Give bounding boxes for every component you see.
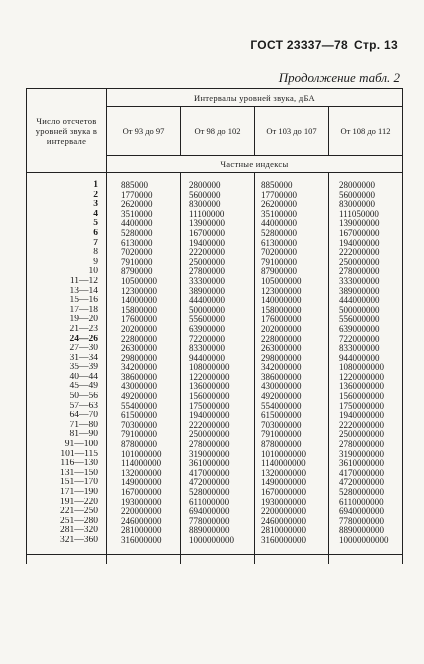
count-cell: 10	[27, 267, 107, 277]
index-value-cell: 17700000	[255, 191, 329, 201]
count-cell: 31—34	[27, 354, 107, 364]
index-value-cell: 101000000	[107, 450, 181, 460]
table-row	[27, 335, 403, 345]
rule-cell	[329, 554, 403, 564]
index-value-cell: 791000000	[255, 430, 329, 440]
table-row	[27, 536, 403, 554]
index-value-cell: 167000000	[107, 488, 181, 498]
index-value-cell: 4400000	[107, 219, 181, 229]
table-body	[27, 173, 403, 565]
index-value-cell: 70300000	[107, 421, 181, 431]
index-value-cell: 554000000	[255, 402, 329, 412]
count-cell: 50—56	[27, 392, 107, 402]
index-value-cell: 222000000	[181, 421, 255, 431]
index-value-cell: 105000000	[255, 277, 329, 287]
index-value-cell: 38600000	[107, 373, 181, 383]
index-value-cell: 316000000	[107, 536, 181, 554]
index-value-cell: 333000000	[329, 277, 403, 287]
index-value-cell: 1940000000	[329, 411, 403, 421]
index-value-cell: 52800000	[255, 229, 329, 239]
page-number: Стр. 13	[354, 38, 398, 52]
index-value-cell: 132000000	[107, 469, 181, 479]
index-value-cell: 246000000	[107, 517, 181, 527]
count-cell: 281—320	[27, 526, 107, 536]
index-value-cell: 222000000	[329, 248, 403, 258]
index-value-cell: 556000000	[329, 315, 403, 325]
rule-cell	[181, 554, 255, 564]
table-row	[27, 173, 403, 191]
index-value-cell: 615000000	[255, 411, 329, 421]
index-value-cell: 722000000	[329, 335, 403, 345]
table-row	[27, 258, 403, 268]
index-value-cell: 94400000	[181, 354, 255, 364]
index-value-cell: 158000000	[255, 306, 329, 316]
index-value-cell: 528000000	[181, 488, 255, 498]
table-row	[27, 267, 403, 277]
count-cell: 131—150	[27, 469, 107, 479]
index-value-cell: 4720000000	[329, 478, 403, 488]
count-cell: 2	[27, 191, 107, 201]
index-value-cell: 79100000	[255, 258, 329, 268]
index-value-cell: 611000000	[181, 498, 255, 508]
index-value-cell: 29800000	[107, 354, 181, 364]
index-value-cell: 33300000	[181, 277, 255, 287]
table-row	[27, 191, 403, 201]
count-cell: 4	[27, 210, 107, 220]
table-row	[27, 507, 403, 517]
index-value-cell: 19400000	[181, 239, 255, 249]
page-header	[250, 38, 398, 52]
index-value-cell: 389000000	[329, 287, 403, 297]
index-value-cell: 430000000	[255, 382, 329, 392]
count-cell: 221—250	[27, 507, 107, 517]
index-value-cell: 149000000	[107, 478, 181, 488]
index-value-cell: 2780000000	[329, 440, 403, 450]
index-value-cell: 72200000	[181, 335, 255, 345]
table-row	[27, 239, 403, 249]
count-cell: 251—280	[27, 517, 107, 527]
index-value-cell: 1220000000	[329, 373, 403, 383]
table-row	[27, 526, 403, 536]
count-cell: 45—49	[27, 382, 107, 392]
index-value-cell: 55600000	[181, 315, 255, 325]
index-value-cell: 278000000	[329, 267, 403, 277]
table-row	[27, 459, 403, 469]
index-value-cell: 2620000	[107, 200, 181, 210]
range-header-108-112: От 108 до 112	[329, 107, 403, 156]
index-value-cell: 703000000	[255, 421, 329, 431]
index-value-cell: 15800000	[107, 306, 181, 316]
index-value-cell: 500000000	[329, 306, 403, 316]
index-value-cell: 12300000	[107, 287, 181, 297]
index-value-cell: 56000000	[329, 191, 403, 201]
index-value-cell: 250000000	[181, 430, 255, 440]
interval-group-header: Интервалы уровней звука, дБА	[107, 89, 403, 107]
index-value-cell: 25000000	[181, 258, 255, 268]
index-value-cell: 22800000	[107, 335, 181, 345]
index-value-cell: 1490000000	[255, 478, 329, 488]
index-value-cell: 1320000000	[255, 469, 329, 479]
index-value-cell: 11100000	[181, 210, 255, 220]
table-row	[27, 440, 403, 450]
index-value-cell: 281000000	[107, 526, 181, 536]
table-row	[27, 344, 403, 354]
table-row	[27, 229, 403, 239]
table-row	[27, 498, 403, 508]
table-row	[27, 450, 403, 460]
count-cell: 24—26	[27, 335, 107, 345]
index-value-cell: 167000000	[329, 229, 403, 239]
table-row	[27, 517, 403, 527]
index-value-cell: 639000000	[329, 325, 403, 335]
table-row	[27, 325, 403, 335]
table-caption: Продолжение табл. 2	[278, 70, 400, 85]
index-value-cell: 63900000	[181, 325, 255, 335]
table-row	[27, 287, 403, 297]
range-header-93-97: От 93 до 97	[107, 107, 181, 156]
count-cell: 1	[27, 173, 107, 191]
index-value-cell: 20200000	[107, 325, 181, 335]
index-value-cell: 202000000	[255, 325, 329, 335]
count-cell: 191—220	[27, 498, 107, 508]
index-value-cell: 889000000	[181, 526, 255, 536]
index-value-cell: 61300000	[255, 239, 329, 249]
count-cell: 321—360	[27, 536, 107, 554]
index-value-cell: 1750000000	[329, 402, 403, 412]
index-value-cell: 14000000	[107, 296, 181, 306]
count-cell: 27—30	[27, 344, 107, 354]
count-cell: 64—70	[27, 411, 107, 421]
index-value-cell: 386000000	[255, 373, 329, 383]
index-value-cell: 83300000	[181, 344, 255, 354]
index-value-cell: 1560000000	[329, 392, 403, 402]
index-value-cell: 55400000	[107, 402, 181, 412]
index-value-cell: 10500000	[107, 277, 181, 287]
index-value-cell: 7910000	[107, 258, 181, 268]
index-value-cell: 885000	[107, 173, 181, 191]
count-cell: 13—14	[27, 287, 107, 297]
index-value-cell: 49200000	[107, 392, 181, 402]
index-value-cell: 175000000	[181, 402, 255, 412]
index-value-cell: 878000000	[255, 440, 329, 450]
table-row	[27, 315, 403, 325]
index-value-cell: 263000000	[255, 344, 329, 354]
index-value-cell: 140000000	[255, 296, 329, 306]
index-value-cell: 50000000	[181, 306, 255, 316]
count-cell: 7	[27, 239, 107, 249]
index-value-cell: 108000000	[181, 363, 255, 373]
index-value-cell: 26300000	[107, 344, 181, 354]
count-cell: 3	[27, 200, 107, 210]
table-row	[27, 219, 403, 229]
index-value-cell: 70200000	[255, 248, 329, 258]
table-row	[27, 382, 403, 392]
index-value-cell: 38900000	[181, 287, 255, 297]
count-cell: 8	[27, 248, 107, 258]
index-value-cell: 193000000	[107, 498, 181, 508]
standard-number: ГОСТ 23337—78	[250, 38, 348, 52]
table-row	[27, 469, 403, 479]
index-value-cell: 778000000	[181, 517, 255, 527]
index-value-cell: 194000000	[181, 411, 255, 421]
rule-cell	[255, 554, 329, 564]
index-value-cell: 176000000	[255, 315, 329, 325]
index-value-cell: 8790000	[107, 267, 181, 277]
index-value-cell: 6110000000	[329, 498, 403, 508]
index-value-cell: 319000000	[181, 450, 255, 460]
table-row	[27, 296, 403, 306]
index-value-cell: 228000000	[255, 335, 329, 345]
index-value-cell: 87800000	[107, 440, 181, 450]
index-value-cell: 3160000000	[255, 536, 329, 554]
count-cell: 11—12	[27, 277, 107, 287]
index-value-cell: 136000000	[181, 382, 255, 392]
index-value-cell: 5280000000	[329, 488, 403, 498]
index-value-cell: 3190000000	[329, 450, 403, 460]
sound-level-index-table	[26, 88, 403, 564]
index-value-cell: 5280000	[107, 229, 181, 239]
table-row	[27, 363, 403, 373]
partial-index-header: Частные индексы	[107, 156, 403, 173]
table-row	[27, 402, 403, 412]
index-value-cell: 27800000	[181, 267, 255, 277]
table-row	[27, 248, 403, 258]
index-value-cell: 2800000	[181, 173, 255, 191]
count-cell: 17—18	[27, 306, 107, 316]
index-value-cell: 1000000000	[181, 536, 255, 554]
table-row	[27, 373, 403, 383]
index-value-cell: 10000000000	[329, 536, 403, 554]
table-row	[27, 488, 403, 498]
count-cell: 15—16	[27, 296, 107, 306]
index-value-cell: 83000000	[329, 200, 403, 210]
index-value-cell: 2500000000	[329, 430, 403, 440]
index-value-cell: 43000000	[107, 382, 181, 392]
count-cell: 91—100	[27, 440, 107, 450]
index-value-cell: 35100000	[255, 210, 329, 220]
count-cell: 57—63	[27, 402, 107, 412]
index-value-cell: 492000000	[255, 392, 329, 402]
count-cell: 81—90	[27, 430, 107, 440]
index-value-cell: 278000000	[181, 440, 255, 450]
index-value-cell: 7020000	[107, 248, 181, 258]
index-value-cell: 13900000	[181, 219, 255, 229]
index-value-cell: 298000000	[255, 354, 329, 364]
index-value-cell: 220000000	[107, 507, 181, 517]
index-value-cell: 361000000	[181, 459, 255, 469]
index-value-cell: 61500000	[107, 411, 181, 421]
count-cell: 116—130	[27, 459, 107, 469]
index-value-cell: 22200000	[181, 248, 255, 258]
rule-cell	[107, 554, 181, 564]
index-value-cell: 1010000000	[255, 450, 329, 460]
index-value-cell: 114000000	[107, 459, 181, 469]
index-value-cell: 26200000	[255, 200, 329, 210]
index-value-cell: 123000000	[255, 287, 329, 297]
index-value-cell: 1670000000	[255, 488, 329, 498]
index-value-cell: 1080000000	[329, 363, 403, 373]
index-value-cell: 444000000	[329, 296, 403, 306]
index-value-cell: 17600000	[107, 315, 181, 325]
index-value-cell: 3510000	[107, 210, 181, 220]
index-value-cell: 8850000	[255, 173, 329, 191]
index-value-cell: 1930000000	[255, 498, 329, 508]
count-cell: 40—44	[27, 373, 107, 383]
index-value-cell: 3610000000	[329, 459, 403, 469]
index-value-cell: 417000000	[181, 469, 255, 479]
count-cell: 171—190	[27, 488, 107, 498]
count-cell: 35—39	[27, 363, 107, 373]
table-row	[27, 200, 403, 210]
index-value-cell: 44000000	[255, 219, 329, 229]
index-value-cell: 2220000000	[329, 421, 403, 431]
count-cell: 101—115	[27, 450, 107, 460]
count-cell: 151—170	[27, 478, 107, 488]
index-value-cell: 194000000	[329, 239, 403, 249]
table-row	[27, 277, 403, 287]
index-value-cell: 7780000000	[329, 517, 403, 527]
count-cell: 19—20	[27, 315, 107, 325]
index-value-cell: 250000000	[329, 258, 403, 268]
table-row	[27, 306, 403, 316]
index-value-cell: 4170000000	[329, 469, 403, 479]
table-row	[27, 354, 403, 364]
index-value-cell: 156000000	[181, 392, 255, 402]
index-value-cell: 44400000	[181, 296, 255, 306]
count-cell: 9	[27, 258, 107, 268]
index-value-cell: 472000000	[181, 478, 255, 488]
index-value-cell: 79100000	[107, 430, 181, 440]
table-row	[27, 430, 403, 440]
count-cell: 6	[27, 229, 107, 239]
rule-cell	[27, 554, 107, 564]
index-value-cell: 2200000000	[255, 507, 329, 517]
count-cell: 21—23	[27, 325, 107, 335]
index-value-cell: 944000000	[329, 354, 403, 364]
index-value-cell: 34200000	[107, 363, 181, 373]
index-value-cell: 2460000000	[255, 517, 329, 527]
index-value-cell: 694000000	[181, 507, 255, 517]
index-value-cell: 1140000000	[255, 459, 329, 469]
index-value-cell: 122000000	[181, 373, 255, 383]
index-value-cell: 111050000	[329, 210, 403, 220]
index-value-cell: 8890000000	[329, 526, 403, 536]
count-cell: 71—80	[27, 421, 107, 431]
table-row	[27, 210, 403, 220]
index-value-cell: 342000000	[255, 363, 329, 373]
index-value-cell: 6940000000	[329, 507, 403, 517]
range-header-98-102: От 98 до 102	[181, 107, 255, 156]
range-header-103-107: От 103 до 107	[255, 107, 329, 156]
table-row	[27, 421, 403, 431]
table-row	[27, 392, 403, 402]
index-value-cell: 8300000	[181, 200, 255, 210]
index-value-cell: 16700000	[181, 229, 255, 239]
count-column-header: Число отсчетов уровней звука в интервале	[27, 89, 107, 173]
index-value-cell: 6130000	[107, 239, 181, 249]
table-row	[27, 411, 403, 421]
index-value-cell: 1360000000	[329, 382, 403, 392]
index-value-cell: 87900000	[255, 267, 329, 277]
index-value-cell: 2810000000	[255, 526, 329, 536]
index-value-cell: 139000000	[329, 219, 403, 229]
index-value-cell: 833000000	[329, 344, 403, 354]
index-value-cell: 28000000	[329, 173, 403, 191]
index-value-cell: 5600000	[181, 191, 255, 201]
index-value-cell: 1770000	[107, 191, 181, 201]
table-row	[27, 478, 403, 488]
table-bottom-rule	[27, 554, 403, 564]
count-cell: 5	[27, 219, 107, 229]
